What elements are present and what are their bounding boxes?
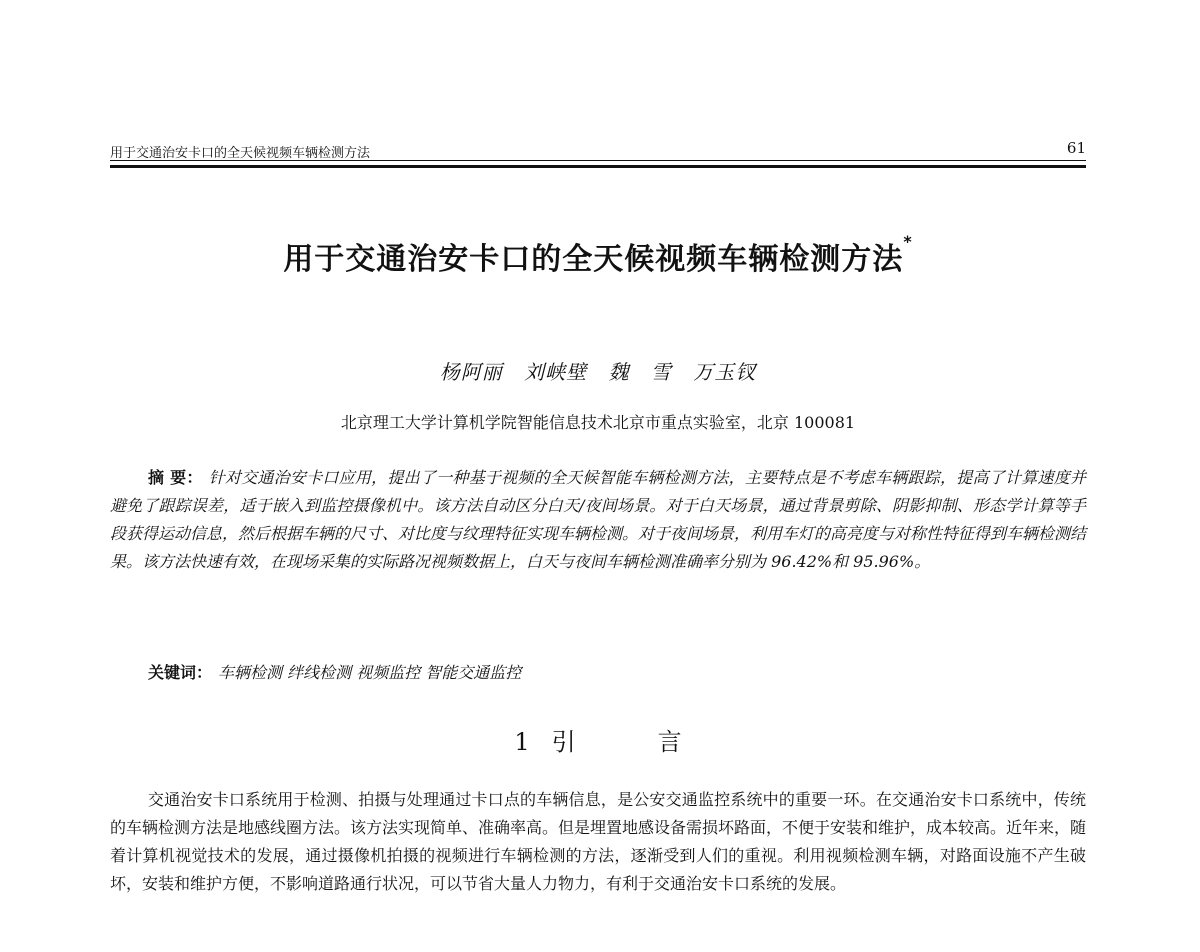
body-paragraph: 交通治安卡口系统用于检测、拍摄与处理通过卡口点的车辆信息，是公安交通监控系统中的重要一环。在交通治安卡口系统中，传统的车辆检测方法是地感线圈方法。该方法实现简单、准确率高。但是埋置地感设备需损坏路面，不便于安装和维护，成本较高。近年来，随着计算机视觉技术的发展，通过摄像机拍摄的视频进行车辆检测的方法，逐渐受到人们的重视。利用视频检测车辆，对路面设施不产生破坏，安装和维护方便，不影响道路通行状况，可以节省大量人力物力，有利于交通治安卡口系统的发展。 — [110, 790, 1087, 893]
header-rule-thick — [110, 165, 1086, 168]
abstract-label: 摘 要： — [148, 468, 203, 487]
abstract-text: 针对交通治安卡口应用，提出了一种基于视频的全天候智能车辆检测方法，主要特点是不考虑车辆跟踪，提高了计算速度并避免了跟踪误差，适于嵌入到监控摄像机中。该方法自动区分白天/夜间场景。对于白天场景，通过背景剪除、阴影抑制、形态学计算等手段获得运动信息，然后根据车辆的尺寸、对比度与纹理特征实现车辆检测。对于夜间场景，利用车灯的高亮度与对称性特征得到车辆检测结果。该方法快速有效，在现场采集的实际路况视频数据上，白天与夜间车辆检测准确率分别为 96.42%和 95.96%。 — [110, 468, 1087, 571]
keywords — [148, 660, 1086, 683]
running-header — [110, 138, 1086, 160]
author-list: 杨阿丽 刘峡壁 魏 雪 万玉钗 — [439, 360, 757, 384]
keywords-label: 关键词： — [148, 663, 213, 682]
paper-title — [110, 234, 1086, 278]
section-number: 1 — [514, 728, 530, 756]
running-title: 用于交通治安卡口的全天候视频车辆检测方法 — [110, 146, 371, 161]
author-affiliation: 北京理工大学计算机学院智能信息技术北京市重点实验室，北京 100081 — [340, 413, 856, 432]
paper-title-text: 用于交通治安卡口的全天候视频车辆检测方法 — [283, 242, 904, 277]
header-rule-thin — [110, 160, 1086, 161]
section-title: 引言 — [551, 728, 764, 756]
page-number: 61 — [1066, 139, 1086, 157]
abstract — [110, 464, 1086, 576]
section-heading — [110, 722, 1086, 757]
keywords-text: 车辆检测 绊线检测 视频监控 智能交通监控 — [218, 663, 522, 682]
title-footnote-mark: * — [903, 232, 913, 251]
